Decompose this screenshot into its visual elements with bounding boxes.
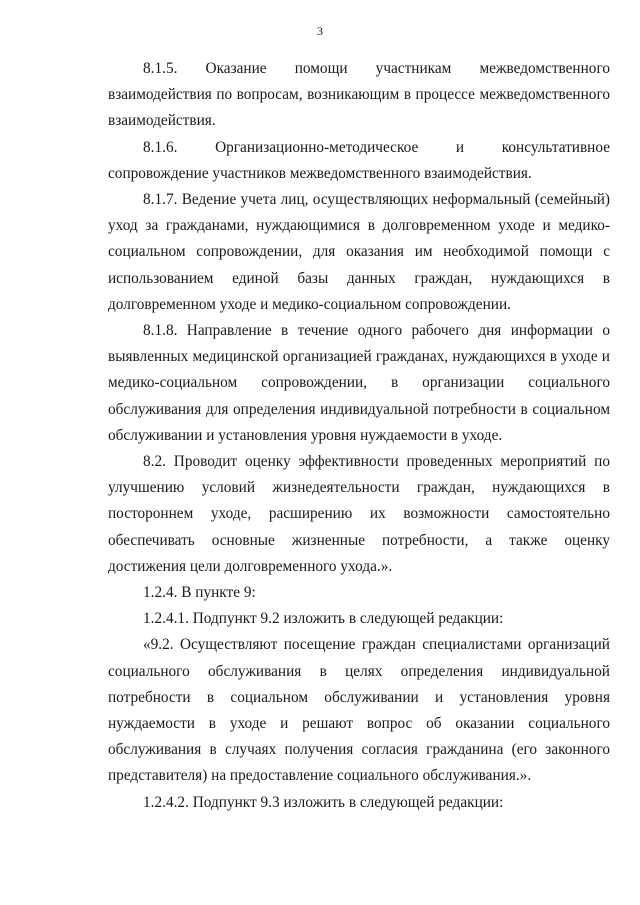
word: Оказание <box>205 60 267 77</box>
paragraph-1-2-4: 1.2.4. В пункте 9: <box>143 584 256 602</box>
paragraph-1-2-4-2: 1.2.4.2. Подпункт 9.3 изложить в следующей редакции: <box>143 793 504 811</box>
word: участникам <box>375 60 452 77</box>
paragraph-continuation: взаимодействия по вопросам, возникающим в процессе межведомственного взаимодействия. <box>108 86 610 130</box>
paragraph-first-line <box>108 56 610 82</box>
paragraph-8-1-8: 8.1.8. Направление в течение одного рабочего дня информации о выявленных медицинской организацией гражданах, нуждающихся в уходе и медико-социальном сопровождении, в организации социального обслуживания для определения индивидуальной потребности в социальном обслуживании и установления уровня нуждаемости в уходе. <box>108 322 610 444</box>
word: помощи <box>294 60 348 77</box>
paragraph-8-1-5 <box>108 56 610 135</box>
word: межведомственного <box>479 60 610 77</box>
paragraph-8-1-7: 8.1.7. Ведение учета лиц, осуществляющих неформальный (семейный) уход за гражданами, нуждающимися в долговременном уходе и медико-социальном сопровождении, для оказания им необходимой помощи с использованием единой базы данных граждан, нуждающихся в долговременном уходе и медико-социальном сопровождении. <box>108 191 610 313</box>
paragraph-9-2-quote: «9.2. Осуществляют посещение граждан специалистами организаций социального обслуживания в целях определения индивидуальной потребности в социальном обслуживании и установления уровня нуждаемости в уходе и решают вопрос об оказании социального обслуживания в случаях получения согласия гражданина (его законного представителя) на предоставление социального обслуживания.». <box>108 636 610 785</box>
paragraph-1-2-4-1: 1.2.4.1. Подпункт 9.2 изложить в следующей редакции: <box>143 610 504 628</box>
word: 8.1.5. <box>143 60 178 77</box>
paragraph-8-2: 8.2. Проводит оценку эффективности проведенных мероприятий по улучшению условий жизнедеятельности граждан, нуждающихся в постороннем уходе, расширению их возможности самостоятельно обеспечивать основные жизненные потребности, а также оценку достижения цели долговременного ухода.». <box>108 453 610 575</box>
document-body <box>108 56 610 816</box>
paragraph-8-1-6: 8.1.6. Организационно-методическое и консультативное сопровождение участников межведомственного взаимодействия. <box>108 138 610 182</box>
page-number: 3 <box>317 24 323 38</box>
